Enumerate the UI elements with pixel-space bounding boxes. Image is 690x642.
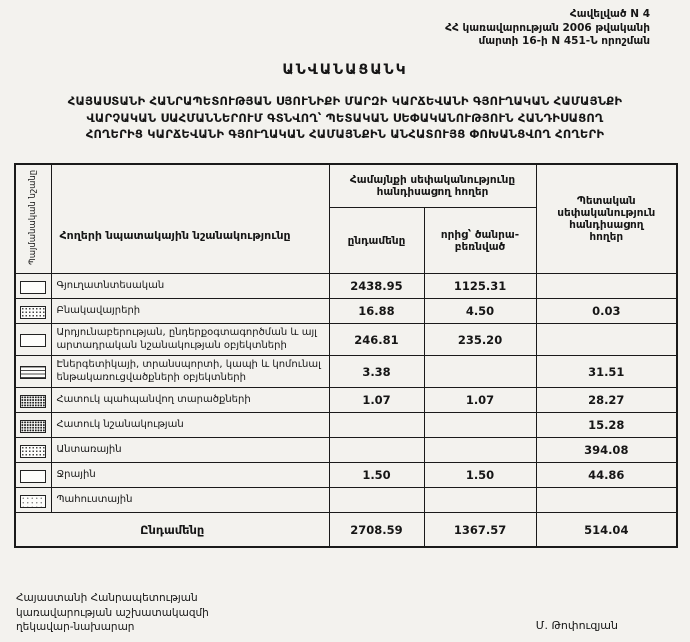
table-row bbox=[15, 324, 677, 356]
encumbered-cell: 1.07 bbox=[424, 388, 536, 413]
encumbered-cell bbox=[424, 488, 536, 513]
signatory-title-line: կառավարության աշխատակազմի bbox=[16, 606, 209, 619]
total-community-value: 2708.59 bbox=[329, 513, 424, 547]
state-cell: 44.86 bbox=[536, 463, 677, 488]
symbol-cell bbox=[15, 488, 51, 513]
table-row bbox=[15, 438, 677, 463]
column-header-symbol bbox=[15, 164, 51, 274]
legend-swatch bbox=[20, 470, 46, 483]
symbol-cell bbox=[15, 324, 51, 356]
table-row bbox=[15, 463, 677, 488]
column-header-symbol-label: Պայմանական նշանը bbox=[27, 169, 38, 265]
table-row bbox=[15, 488, 677, 513]
community-total-cell: 16.88 bbox=[329, 299, 424, 324]
encumbered-cell: 1125.31 bbox=[424, 274, 536, 299]
heading-line: ՀՈՂԵՐԻՑ ԿԱՐՃԵՎԱՆԻ ԳՅՈՒՂԱԿԱՆ ՀԱՄԱՅՆՔԻՆ ԱՆՀԱՏՈՒՅՑ ՓՈԽԱՆՑՎՈՂ ՀՈՂԵՐԻ bbox=[85, 127, 605, 142]
table-row bbox=[15, 413, 677, 438]
purpose-cell: Հատուկ նշանակության bbox=[51, 413, 329, 438]
heading-line: ՎԱՐՉԱԿԱՆ ՍԱՀՄԱՆՆԵՐՈՒՄ ԳՏՆՎՈՂ՝ ՊԵՏԱԿԱՆ ՍԵՓԱԿԱՆՈՒԹՅՈՒՆ ՀԱՆԴԻՍԱՑՈՂ bbox=[86, 110, 604, 125]
state-cell bbox=[536, 488, 677, 513]
annex-line: մարտի 16-ի N 451-Ն որոշման bbox=[478, 35, 650, 48]
encumbered-cell: 4.50 bbox=[424, 299, 536, 324]
symbol-cell bbox=[15, 274, 51, 299]
annex-line: ՀՀ կառավարության 2006 թվականի bbox=[445, 21, 650, 34]
table-row bbox=[15, 274, 677, 299]
symbol-cell bbox=[15, 356, 51, 388]
annex-reference bbox=[14, 8, 676, 49]
community-total-cell: 1.07 bbox=[329, 388, 424, 413]
column-header-purpose: Հողերի նպատակային նշանակությունը bbox=[51, 164, 329, 274]
community-total-cell bbox=[329, 488, 424, 513]
purpose-cell: Բնակավայրերի bbox=[51, 299, 329, 324]
community-total-cell: 2438.95 bbox=[329, 274, 424, 299]
symbol-cell bbox=[15, 413, 51, 438]
table-body bbox=[15, 274, 677, 513]
total-state-value: 514.04 bbox=[536, 513, 677, 547]
table-row bbox=[15, 356, 677, 388]
purpose-cell: Պահուստային bbox=[51, 488, 329, 513]
total-encumbered-value: 1367.57 bbox=[424, 513, 536, 547]
column-header-total: ընդամենը bbox=[329, 208, 424, 274]
encumbered-cell bbox=[424, 413, 536, 438]
purpose-cell: Անտառային bbox=[51, 438, 329, 463]
community-total-cell bbox=[329, 413, 424, 438]
community-total-cell: 3.38 bbox=[329, 356, 424, 388]
encumbered-cell bbox=[424, 438, 536, 463]
column-header-encumbered: որից՝ ծանրա-բեռնված bbox=[424, 208, 536, 274]
legend-swatch bbox=[20, 445, 46, 458]
total-label: Ընդամենը bbox=[15, 513, 329, 547]
encumbered-cell: 235.20 bbox=[424, 324, 536, 356]
page-title: ԱՆՎԱՆԱՑԱՆԿ bbox=[282, 61, 408, 78]
state-cell: 394.08 bbox=[536, 438, 677, 463]
state-cell: 15.28 bbox=[536, 413, 677, 438]
symbol-cell bbox=[15, 463, 51, 488]
table-row bbox=[15, 388, 677, 413]
signatory-title-line: ղեկավար-նախարար bbox=[16, 620, 135, 633]
state-cell: 31.51 bbox=[536, 356, 677, 388]
symbol-cell bbox=[15, 388, 51, 413]
symbol-cell bbox=[15, 299, 51, 324]
signatory-title-line: Հայաստանի Հանրապետության bbox=[16, 592, 198, 605]
encumbered-cell bbox=[424, 356, 536, 388]
state-cell: 0.03 bbox=[536, 299, 677, 324]
total-row bbox=[15, 513, 677, 547]
table-row bbox=[15, 299, 677, 324]
legend-swatch bbox=[20, 366, 46, 379]
legend-swatch bbox=[20, 281, 46, 294]
purpose-cell: Ջրային bbox=[51, 463, 329, 488]
table-header-row-1 bbox=[15, 164, 677, 208]
state-cell bbox=[536, 324, 677, 356]
state-cell bbox=[536, 274, 677, 299]
community-total-cell: 1.50 bbox=[329, 463, 424, 488]
legend-swatch bbox=[20, 495, 46, 508]
lands-table bbox=[14, 163, 678, 548]
encumbered-cell: 1.50 bbox=[424, 463, 536, 488]
signatory-name: Մ. Թոփուզյան bbox=[535, 619, 618, 632]
purpose-cell: Էներգետիկայի, տրանսպորտի, կապի և կոմունալ ենթակառուցվածքների օբյեկտների bbox=[51, 356, 329, 388]
legend-swatch bbox=[20, 306, 46, 319]
community-total-cell bbox=[329, 438, 424, 463]
legend-swatch bbox=[20, 395, 46, 408]
symbol-cell bbox=[15, 438, 51, 463]
purpose-cell: Հատուկ պահպանվող տարածքների bbox=[51, 388, 329, 413]
community-total-cell: 246.81 bbox=[329, 324, 424, 356]
column-group-community-lands: Համայնքի սեփականությունը հանդիսացող հողեր bbox=[329, 164, 536, 208]
column-header-state-lands: Պետական սեփականություն հանդիսացող հողեր bbox=[536, 164, 677, 274]
signatory-title-block bbox=[16, 591, 209, 634]
purpose-cell: Արդյունաբերության, ընդերքօգտագործման և այլ արտադրական նշանակության օբյեկտների bbox=[51, 324, 329, 356]
annex-line: Հավելված N 4 bbox=[569, 8, 650, 20]
document-heading bbox=[14, 93, 676, 143]
purpose-cell: Գյուղատնտեսական bbox=[51, 274, 329, 299]
state-cell: 28.27 bbox=[536, 388, 677, 413]
legend-swatch bbox=[20, 334, 46, 347]
heading-line: ՀԱՅԱՍՏԱՆԻ ՀԱՆՐԱՊԵՏՈՒԹՅԱՆ ՍՅՈՒՆԻՔԻ ՄԱՐԶԻ ԿԱՐՃԵՎԱՆԻ ԳՅՈՒՂԱԿԱՆ ՀԱՄԱՅՆՔԻ bbox=[67, 93, 623, 108]
legend-swatch bbox=[20, 420, 46, 433]
